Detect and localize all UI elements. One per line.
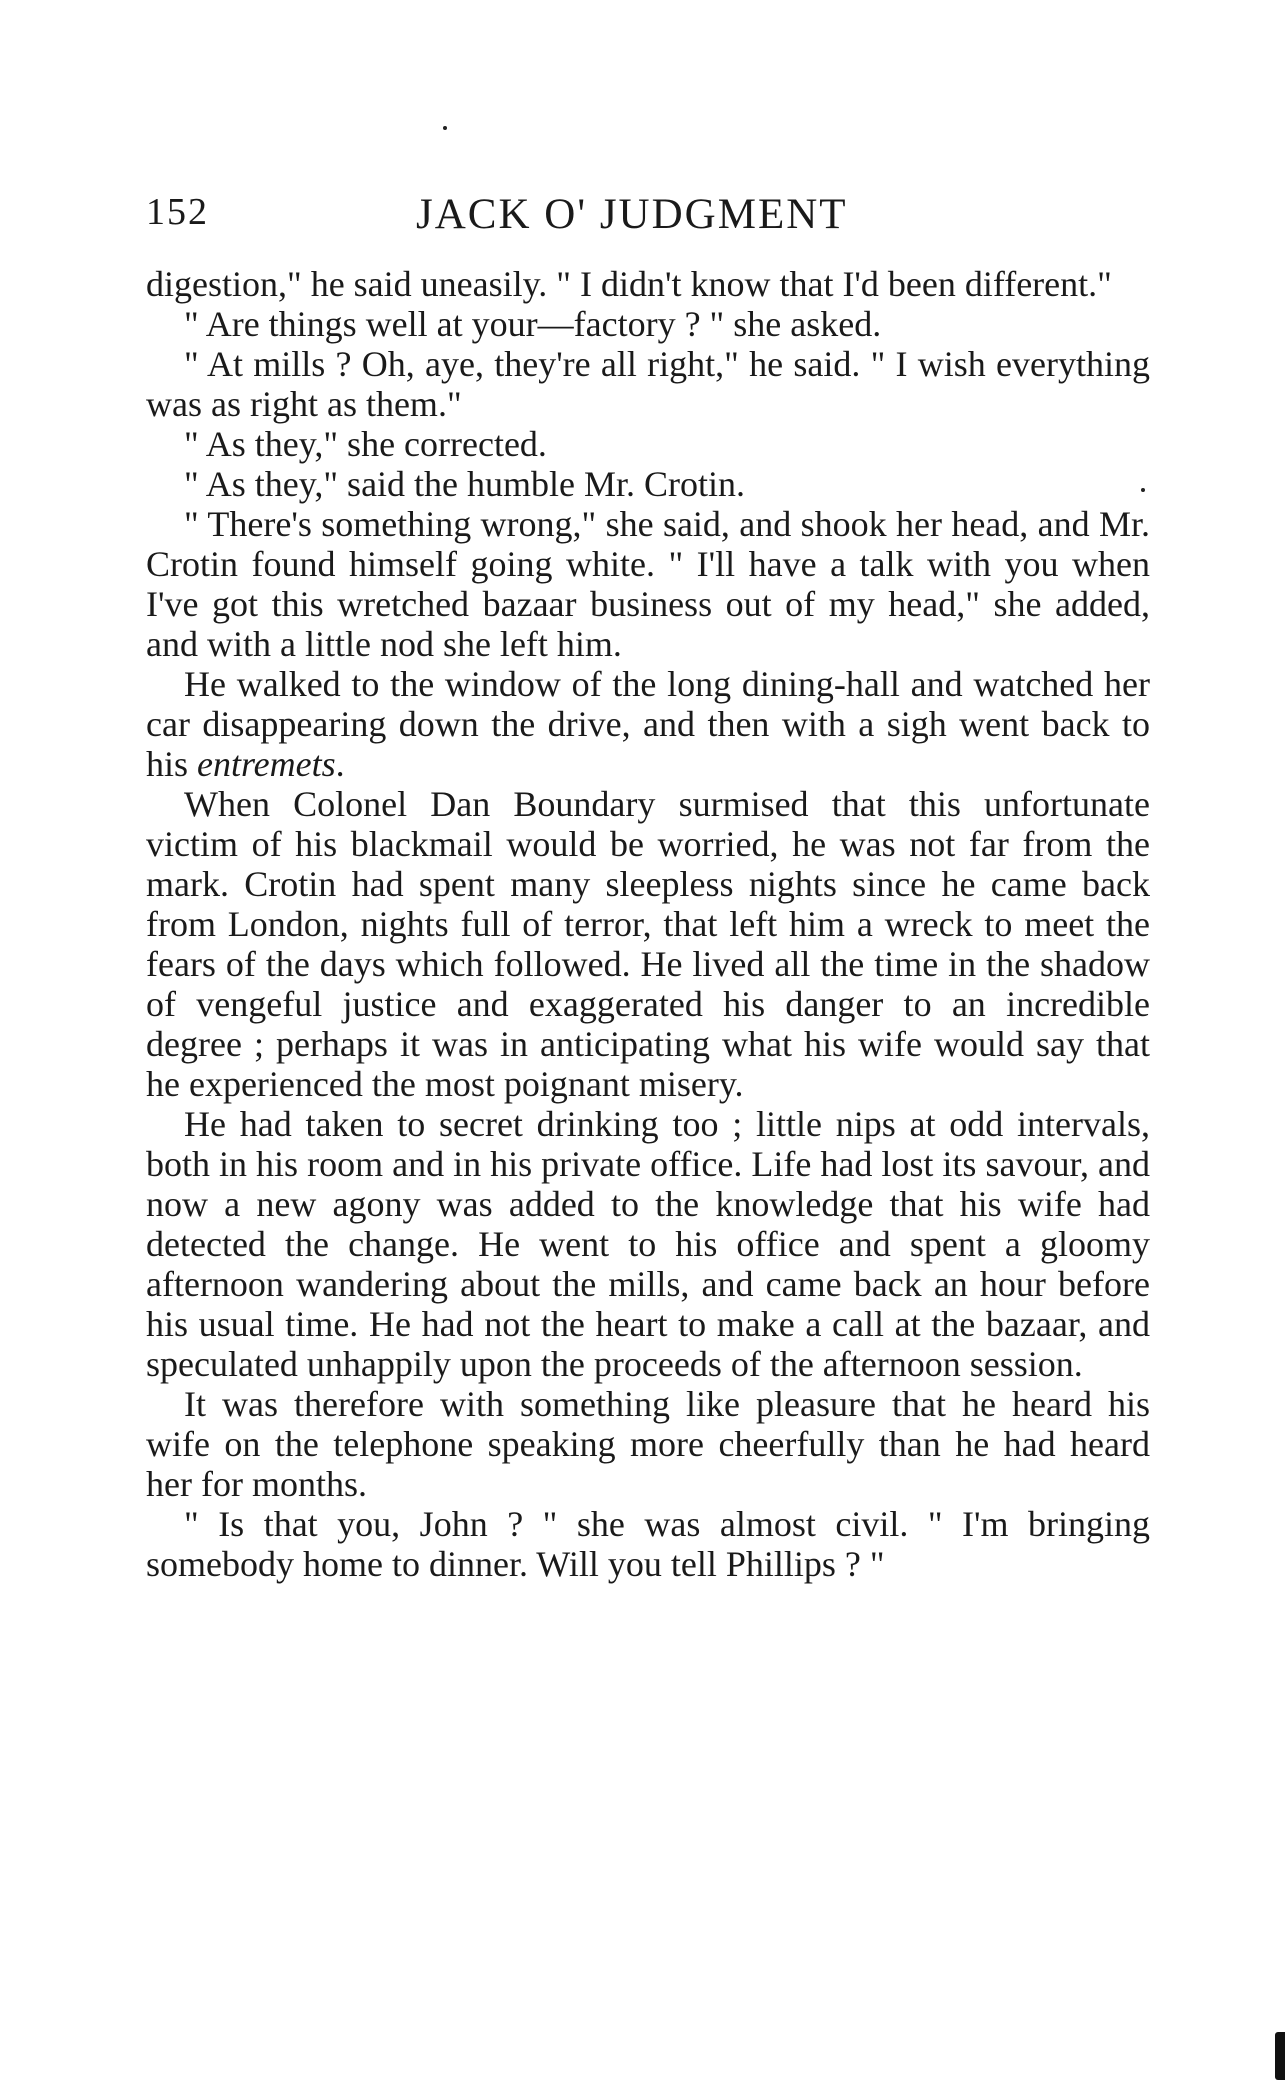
paragraph — [146, 664, 1150, 784]
paragraph-text: " As they," she corrected. — [184, 424, 547, 464]
paragraph-text: He walked to the window of the long dining-hall and watched her car disappearing down the drive, and then with a sigh went back to his — [146, 664, 1150, 784]
body-text — [146, 264, 1150, 1584]
paragraph — [146, 464, 1150, 504]
paragraph-text: " Are things well at your—factory ? " she asked. — [184, 304, 882, 344]
running-head — [146, 190, 1150, 250]
paragraph — [146, 1384, 1150, 1504]
paragraph — [146, 344, 1150, 424]
paragraph — [146, 1104, 1150, 1384]
paragraph — [146, 264, 1150, 304]
paragraph-text: digestion," he said uneasily. " I didn't know that I'd been different." — [146, 264, 1112, 304]
page-number: 152 — [146, 191, 209, 233]
page-edge-mark — [1275, 2032, 1285, 2080]
paragraph — [146, 304, 1150, 344]
paragraph — [146, 424, 1150, 464]
paragraph-text: He had taken to secret drinking too ; little nips at odd intervals, both in his room and in his private office. Life had lost its savour, and now a new agony was added to the knowledge that his wife had detected the change. He went to his office and spent a gloomy afternoon wandering about the mills, and came back an hour before his usual time. He had not the heart to make a call at the bazaar, and speculated unhappily upon the proceeds of the afternoon session. — [146, 1104, 1150, 1384]
paragraph-text: When Colonel Dan Boundary surmised that this unfortunate victim of his blackmail would be worried, he was not far from the mark. Crotin had spent many sleepless nights since he came back from London, nights full of terror, that left him a wreck to meet the fears of the days which followed. He lived all the time in the shadow of vengeful justice and exaggerated his danger to an incredible degree ; perhaps it was in anticipating what his wife would say that he experienced the most poignant misery. — [146, 784, 1150, 1104]
paragraph — [146, 1504, 1150, 1584]
book-page — [146, 190, 1150, 1584]
paragraph — [146, 784, 1150, 1104]
paragraph-text: . — [335, 744, 345, 784]
paragraph-text: " There's something wrong," she said, and shook her head, and Mr. Crotin found himself going white. " I'll have a talk with you when I've got this wretched bazaar business out of my head," she added, and with a little nod she left him. — [146, 504, 1150, 664]
paragraph-text: " As they," said the humble Mr. Crotin. — [184, 464, 746, 504]
paragraph — [146, 504, 1150, 664]
paragraph-text: " At mills ? Oh, aye, they're all right," he said. " I wish everything was as right as them." — [146, 344, 1150, 424]
italic-text: entremets — [197, 744, 336, 784]
running-title: JACK O' JUDGMENT — [416, 191, 848, 238]
print-speck-top — [443, 126, 447, 130]
paragraph-text: It was therefore with something like pleasure that he heard his wife on the telephone speaking more cheerfully than he had heard her for months. — [146, 1384, 1150, 1504]
paragraph-text: " Is that you, John ? " she was almost civil. " I'm bringing somebody home to dinner. Will you tell Phillips ? " — [146, 1504, 1150, 1584]
